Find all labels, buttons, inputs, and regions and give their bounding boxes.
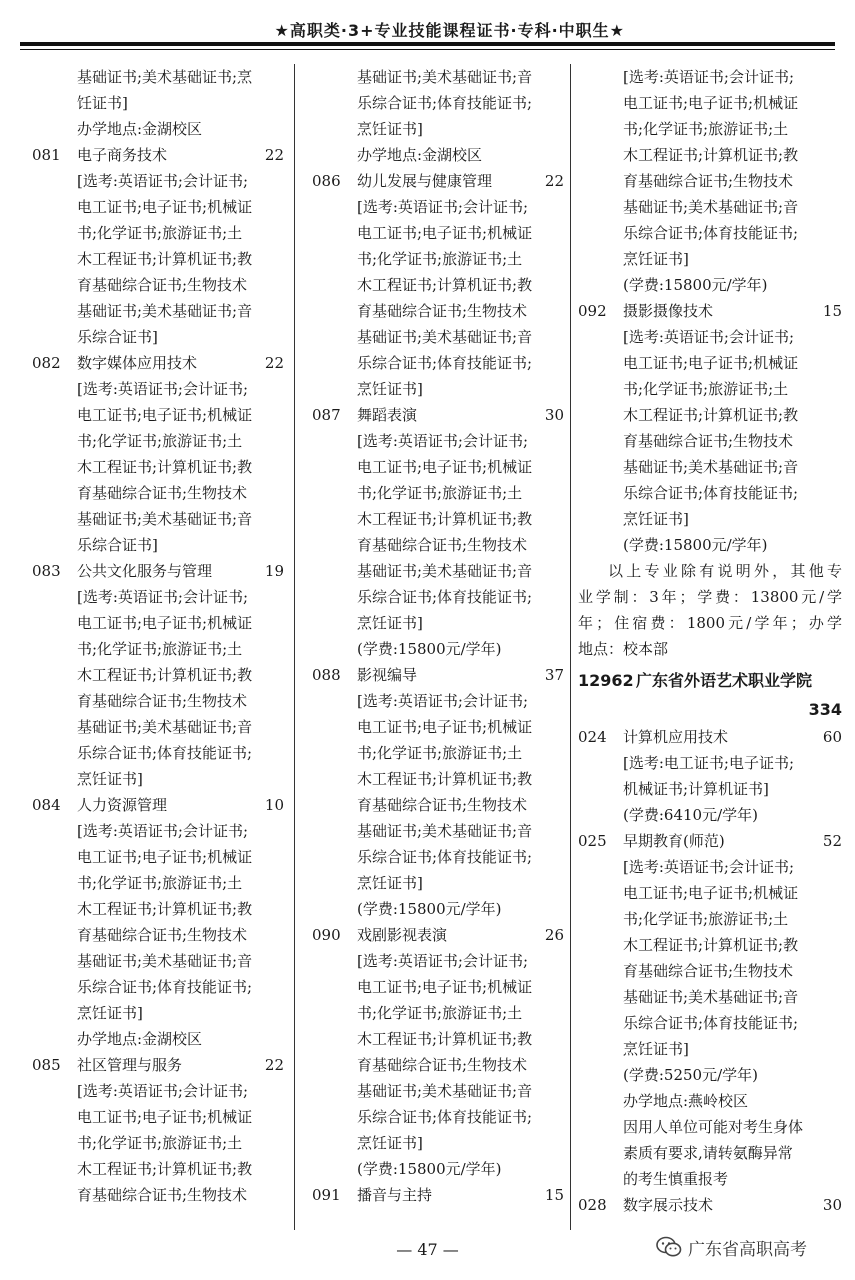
- text-line: 书;化学证书;旅游证书;土: [623, 380, 789, 398]
- text-line: 素质有要求,请转氨酶异常: [623, 1144, 793, 1162]
- program-name: 播音与主持: [357, 1186, 433, 1204]
- text-line: 电工证书;电子证书;机械证: [357, 224, 533, 242]
- text-line: 基础证书;美术基础证书;音: [623, 458, 799, 476]
- text-line: 烹饪证书]: [357, 874, 423, 892]
- text-line: 基础证书;美术基础证书;烹: [77, 68, 253, 86]
- program-code: 082: [32, 354, 61, 372]
- program-code: 028: [578, 1196, 607, 1214]
- text-line: 烹饪证书]: [77, 770, 143, 788]
- program-name: 社区管理与服务: [77, 1056, 183, 1074]
- column-divider: [570, 64, 571, 1230]
- text-line: 烹饪证书]: [357, 1134, 423, 1152]
- program-name: 数字展示技术: [623, 1196, 714, 1214]
- program-quota: 30: [822, 1196, 842, 1214]
- text-line: 基础证书;美术基础证书;音: [357, 562, 533, 580]
- text-line: (学费:15800元/学年): [357, 1160, 502, 1178]
- text-line: 电工证书;电子证书;机械证: [623, 94, 799, 112]
- text-line: 育基础综合证书;生物技术: [77, 484, 248, 502]
- text-line: 书;化学证书;旅游证书;土: [357, 1004, 523, 1022]
- program-name: 舞蹈表演: [357, 406, 418, 424]
- program-header: [312, 922, 564, 948]
- text-line: 办学地点:燕岭校区: [623, 1092, 749, 1110]
- text-line: 育基础综合证书;生物技术: [357, 796, 528, 814]
- text-line: 乐综合证书;体育技能证书;: [623, 1014, 799, 1032]
- program-code: 083: [32, 562, 61, 580]
- program-quota: 37: [544, 666, 564, 684]
- text-line: 基础证书;美术基础证书;音: [357, 1082, 533, 1100]
- text-line: [选考:英语证书;会计证书;: [77, 822, 249, 840]
- text-line: 乐综合证书;体育技能证书;: [77, 744, 253, 762]
- text-line: 木工程证书;计算机证书;教: [77, 458, 253, 476]
- program-code: 081: [32, 146, 61, 164]
- text-line: 木工程证书;计算机证书;教: [77, 900, 253, 918]
- text-line: [选考:英语证书;会计证书;: [77, 380, 249, 398]
- text-line: [选考:英语证书;会计证书;: [77, 588, 249, 606]
- text-line: 烹饪证书]: [623, 250, 689, 268]
- text-line: 育基础综合证书;生物技术: [357, 536, 528, 554]
- text-line: (学费:15800元/学年): [357, 900, 502, 918]
- program-name: 电子商务技术: [77, 146, 168, 164]
- text-line: [选考:英语证书;会计证书;: [77, 1082, 249, 1100]
- text-line: 木工程证书;计算机证书;教: [77, 666, 253, 684]
- text-line: (学费:6410元/学年): [623, 806, 758, 824]
- text-line: 乐综合证书;体育技能证书;: [623, 224, 799, 242]
- text-line: 烹饪证书]: [357, 120, 423, 138]
- program-name: 幼儿发展与健康管理: [357, 172, 493, 190]
- text-line: 育基础综合证书;生物技术: [623, 962, 794, 980]
- text-line: 业学制：3年；学费：13800元/学: [578, 588, 842, 606]
- page-number: — 47 —: [396, 1240, 459, 1259]
- text-line: 木工程证书;计算机证书;教: [77, 250, 253, 268]
- program-code: 085: [32, 1056, 61, 1074]
- text-line: (学费:15800元/学年): [623, 536, 768, 554]
- text-block: [32, 64, 284, 142]
- program-quota: 30: [544, 406, 564, 424]
- text-line: 书;化学证书;旅游证书;土: [77, 224, 243, 242]
- text-line: 木工程证书;计算机证书;教: [623, 146, 799, 164]
- program-entry: [32, 1052, 284, 1208]
- text-line: (学费:5250元/学年): [623, 1066, 758, 1084]
- text-line: [选考:英语证书;会计证书;: [77, 172, 249, 190]
- program-header: [32, 792, 284, 818]
- program-name: 计算机应用技术: [623, 728, 729, 746]
- text-line: 育基础综合证书;生物技术: [357, 1056, 528, 1074]
- text-line: 书;化学证书;旅游证书;土: [77, 640, 243, 658]
- text-line: 电工证书;电子证书;机械证: [77, 198, 253, 216]
- column-2: [312, 64, 564, 1208]
- text-line: 基础证书;美术基础证书;音: [357, 822, 533, 840]
- text-line: 育基础综合证书;生物技术: [77, 926, 248, 944]
- text-line: 书;化学证书;旅游证书;土: [623, 120, 789, 138]
- program-entry: [578, 1192, 842, 1218]
- program-header: [32, 1052, 284, 1078]
- program-quota: 15: [822, 302, 842, 320]
- text-line: (学费:15800元/学年): [357, 640, 502, 658]
- text-line: [选考:英语证书;会计证书;: [623, 68, 795, 86]
- text-line: [选考:英语证书;会计证书;: [623, 328, 795, 346]
- program-name: 影视编导: [357, 666, 418, 684]
- text-block: [578, 64, 842, 298]
- text-block: [578, 558, 842, 662]
- program-name: 公共文化服务与管理: [77, 562, 213, 580]
- text-line: 育基础综合证书;生物技术: [77, 276, 248, 294]
- text-line: 电工证书;电子证书;机械证: [623, 884, 799, 902]
- text-line: 基础证书;美术基础证书;音: [77, 302, 253, 320]
- text-line: 育基础综合证书;生物技术: [623, 172, 794, 190]
- text-line: 基础证书;美术基础证书;音: [77, 952, 253, 970]
- text-line: 乐综合证书;体育技能证书;: [357, 588, 533, 606]
- text-line: 电工证书;电子证书;机械证: [357, 718, 533, 736]
- text-line: 乐综合证书;体育技能证书;: [357, 94, 533, 112]
- text-line: 书;化学证书;旅游证书;土: [77, 1134, 243, 1152]
- header-rule-thin: [20, 49, 835, 50]
- text-line: 的考生慎重报考: [623, 1170, 729, 1188]
- text-line: 书;化学证书;旅游证书;土: [77, 874, 243, 892]
- text-line: 烹饪证书]: [357, 380, 423, 398]
- program-code: 024: [578, 728, 607, 746]
- program-header: [578, 1192, 842, 1218]
- text-line: 地点：校本部: [578, 640, 669, 658]
- program-entry: [312, 922, 564, 1182]
- text-line: 基础证书;美术基础证书;音: [77, 510, 253, 528]
- text-line: 基础证书;美术基础证书;音: [623, 988, 799, 1006]
- program-header: [32, 558, 284, 584]
- text-line: 木工程证书;计算机证书;教: [357, 276, 533, 294]
- text-line: [选考:英语证书;会计证书;: [623, 858, 795, 876]
- program-entry: [578, 724, 842, 828]
- text-line: 书;化学证书;旅游证书;土: [357, 250, 523, 268]
- program-code: 086: [312, 172, 341, 190]
- program-quota: 22: [264, 354, 284, 372]
- text-block: [312, 64, 564, 168]
- program-code: 088: [312, 666, 341, 684]
- program-entry: [32, 558, 284, 792]
- text-line: 基础证书;美术基础证书;音: [357, 68, 533, 86]
- watermark: [650, 1231, 813, 1263]
- text-line: 乐综合证书]: [77, 328, 158, 346]
- program-quota: 22: [264, 146, 284, 164]
- program-code: 091: [312, 1186, 341, 1204]
- text-line: 育基础综合证书;生物技术: [77, 692, 248, 710]
- program-code: 092: [578, 302, 607, 320]
- column-divider: [294, 64, 295, 1230]
- program-header: [312, 402, 564, 428]
- text-line: 乐综合证书;体育技能证书;: [357, 354, 533, 372]
- text-line: 办学地点:金湖校区: [357, 146, 483, 164]
- program-name: 戏剧影视表演: [357, 926, 448, 944]
- text-line: 乐综合证书;体育技能证书;: [357, 1108, 533, 1126]
- column-1: [32, 64, 284, 1208]
- text-line: 以上专业除有说明外，其他专: [608, 562, 842, 580]
- program-code: 087: [312, 406, 341, 424]
- program-name: 人力资源管理: [77, 796, 168, 814]
- text-line: 电工证书;电子证书;机械证: [623, 354, 799, 372]
- text-line: 书;化学证书;旅游证书;土: [357, 484, 523, 502]
- text-line: [选考:英语证书;会计证书;: [357, 952, 529, 970]
- text-line: 乐综合证书;体育技能证书;: [623, 484, 799, 502]
- program-entry: [578, 298, 842, 558]
- text-line: 基础证书;美术基础证书;音: [623, 198, 799, 216]
- text-line: 烹饪证书]: [623, 1040, 689, 1058]
- school-header: [578, 666, 842, 696]
- program-name: 数字媒体应用技术: [77, 354, 198, 372]
- column-3: [578, 64, 842, 1218]
- text-line: [选考:电工证书;电子证书;: [623, 754, 795, 772]
- program-name: 早期教育(师范): [623, 832, 725, 850]
- text-line: 电工证书;电子证书;机械证: [77, 1108, 253, 1126]
- program-entry: [32, 350, 284, 558]
- text-line: 烹饪证书]: [77, 1004, 143, 1022]
- text-line: 书;化学证书;旅游证书;土: [357, 744, 523, 762]
- program-entry: [32, 142, 284, 350]
- text-line: 基础证书;美术基础证书;音: [357, 328, 533, 346]
- header-rule-thick: [20, 42, 835, 46]
- program-name: 摄影摄像技术: [623, 302, 714, 320]
- program-code: 084: [32, 796, 61, 814]
- text-line: 木工程证书;计算机证书;教: [623, 406, 799, 424]
- program-header: [32, 142, 284, 168]
- text-line: 乐综合证书]: [77, 536, 158, 554]
- text-line: 电工证书;电子证书;机械证: [77, 406, 253, 424]
- program-entry: [32, 792, 284, 1052]
- program-quota: 22: [544, 172, 564, 190]
- program-quota: 22: [264, 1056, 284, 1074]
- text-line: 电工证书;电子证书;机械证: [77, 614, 253, 632]
- text-line: 办学地点:金湖校区: [77, 120, 203, 138]
- program-entry: [312, 402, 564, 662]
- program-quota: 60: [822, 728, 842, 746]
- program-entry: [312, 662, 564, 922]
- school-code: 12962: [578, 671, 634, 690]
- text-line: 电工证书;电子证书;机械证: [357, 978, 533, 996]
- page-header: [0, 12, 855, 52]
- header-title: ★高职类·3+专业技能课程证书·专科·中职生★: [274, 21, 625, 40]
- text-line: (学费:15800元/学年): [623, 276, 768, 294]
- program-header: [32, 350, 284, 376]
- text-line: 电工证书;电子证书;机械证: [77, 848, 253, 866]
- text-line: 木工程证书;计算机证书;教: [357, 1030, 533, 1048]
- text-line: [选考:英语证书;会计证书;: [357, 432, 529, 450]
- text-line: 乐综合证书;体育技能证书;: [77, 978, 253, 996]
- text-line: [选考:英语证书;会计证书;: [357, 692, 529, 710]
- program-entry: [578, 828, 842, 1192]
- text-line: 木工程证书;计算机证书;教: [357, 770, 533, 788]
- program-quota: 26: [544, 926, 564, 944]
- program-header: [312, 1182, 564, 1208]
- text-line: 烹饪证书]: [623, 510, 689, 528]
- text-line: 书;化学证书;旅游证书;土: [623, 910, 789, 928]
- wechat-icon: [656, 1236, 682, 1258]
- program-quota: 52: [822, 832, 842, 850]
- program-header: [578, 828, 842, 854]
- text-line: 乐综合证书;体育技能证书;: [357, 848, 533, 866]
- program-entry: [312, 168, 564, 402]
- program-code: 025: [578, 832, 607, 850]
- text-line: 木工程证书;计算机证书;教: [623, 936, 799, 954]
- program-header: [578, 724, 842, 750]
- text-line: 育基础综合证书;生物技术: [357, 302, 528, 320]
- program-header: [578, 298, 842, 324]
- program-quota: 15: [544, 1186, 564, 1204]
- text-line: [选考:英语证书;会计证书;: [357, 198, 529, 216]
- text-line: 育基础综合证书;生物技术: [77, 1186, 248, 1204]
- program-header: [312, 168, 564, 194]
- text-line: 饪证书]: [77, 94, 128, 112]
- text-line: 烹饪证书]: [357, 614, 423, 632]
- text-line: 电工证书;电子证书;机械证: [357, 458, 533, 476]
- text-line: 基础证书;美术基础证书;音: [77, 718, 253, 736]
- text-line: 年；住宿费：1800元/学年；办学: [578, 614, 842, 632]
- program-quota: 10: [264, 796, 284, 814]
- program-quota: 19: [264, 562, 284, 580]
- school-name: 广东省外语艺术职业学院: [636, 671, 813, 690]
- text-line: 木工程证书;计算机证书;教: [357, 510, 533, 528]
- program-entry: [312, 1182, 564, 1208]
- text-line: 办学地点:金湖校区: [77, 1030, 203, 1048]
- text-line: 木工程证书;计算机证书;教: [77, 1160, 253, 1178]
- text-line: 书;化学证书;旅游证书;土: [77, 432, 243, 450]
- text-line: 因用人单位可能对考生身体: [623, 1118, 804, 1136]
- school-quota: 334: [808, 700, 842, 719]
- watermark-text: 广东省高职高考: [688, 1239, 807, 1260]
- text-line: 育基础综合证书;生物技术: [623, 432, 794, 450]
- program-code: 090: [312, 926, 341, 944]
- program-header: [312, 662, 564, 688]
- text-line: 机械证书;计算机证书]: [623, 780, 769, 798]
